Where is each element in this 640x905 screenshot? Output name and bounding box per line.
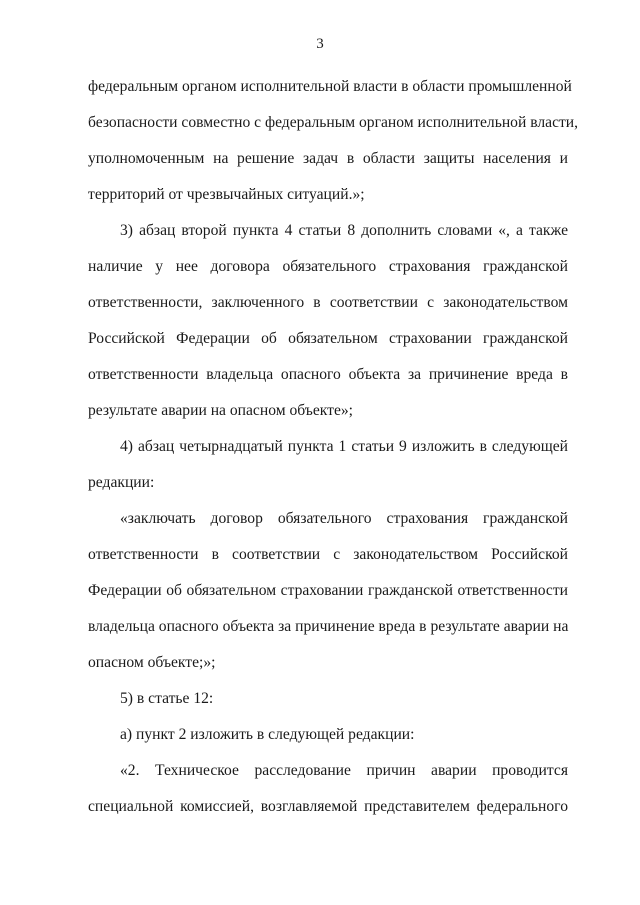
text-line: федеральным органом исполнительной власти в области промышленной <box>88 78 572 95</box>
text-line: территорий от чрезвычайных ситуаций.»; <box>88 186 365 203</box>
text-line: 4) абзац четырнадцатый пункта 1 статьи 9 изложить в следующей <box>120 438 568 455</box>
text-line: уполномоченным на решение задач в области защиты населения и <box>88 150 568 167</box>
text-line: Российской Федерации об обязательном страховании гражданской <box>88 330 568 347</box>
text-line: «заключать договор обязательного страхования гражданской <box>120 510 568 527</box>
text-line: результате аварии на опасном объекте»; <box>88 402 354 419</box>
text-line: опасном объекте;»; <box>88 654 216 671</box>
text-line: редакции: <box>88 474 155 491</box>
page-number: 3 <box>316 36 324 52</box>
text-line: владельца опасного объекта за причинение вреда в результате аварии на <box>88 618 569 635</box>
text-line: специальной комиссией, возглавляемой представителем федерального <box>88 798 568 815</box>
text-line: наличие у нее договора обязательного страхования гражданской <box>88 258 568 275</box>
text-line: «2. Техническое расследование причин аварии проводится <box>120 762 568 779</box>
text-line: 5) в статье 12: <box>120 690 214 707</box>
text-line: ответственности в соответствии с законодательством Российской <box>88 546 568 563</box>
text-line: а) пункт 2 изложить в следующей редакции: <box>120 726 415 743</box>
text-line: Федерации об обязательном страховании гражданской ответственности <box>88 582 568 599</box>
text-line: безопасности совместно с федеральным органом исполнительной власти, <box>88 114 579 131</box>
text-line: 3) абзац второй пункта 4 статьи 8 дополнить словами «, а также <box>120 222 568 239</box>
text-line: ответственности, заключенного в соответствии с законодательством <box>88 294 568 311</box>
text-line: ответственности владельца опасного объекта за причинение вреда в <box>88 366 568 383</box>
